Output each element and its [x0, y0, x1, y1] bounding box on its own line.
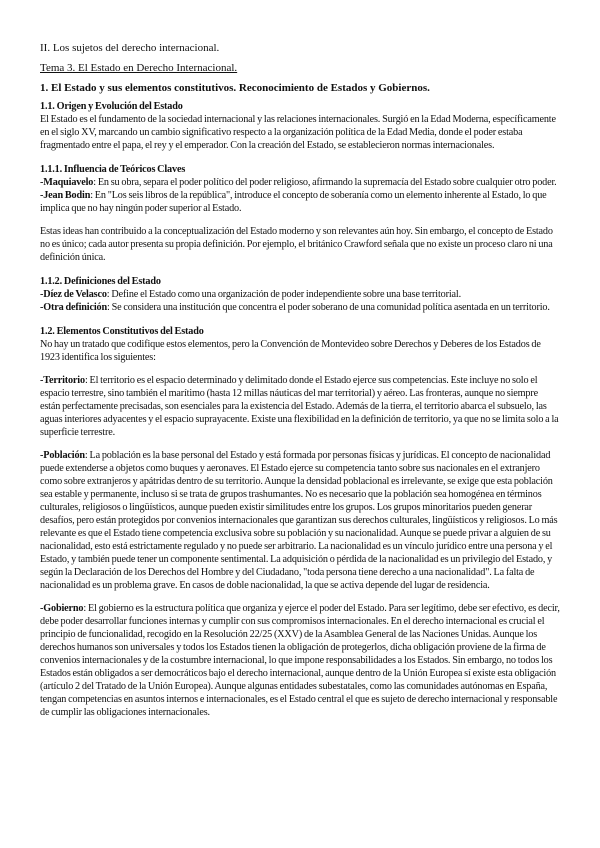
definition: : El territorio es el espacio determinado y delimitado donde el Estado ejerce sus competencias. Este incluye no solo el espacio terrestre, sino también el marítimo (hasta 12 millas náuticas del mar territorial) y aéreo. Las fronteras, aunque no siempre están perfectamente precisadas, son esenciales para la existencia del Estado. Además de la tierra, el territorio abarca el subsuelo, las aguas interiores adyacentes y el espacio suprayacente. Existe una flexibilidad en la definición de territorio, ya que no se limita solo a la superficie terrestre. [40, 375, 559, 438]
term: -Otra definición [40, 302, 107, 313]
part-title: II. Los sujetos del derecho internacional. [40, 42, 220, 54]
definition: : En "Los seis libros de la república", introduce el concepto de soberanía como un elemento inherente al Estado, lo que implica que no hay ningún poder superior al Estado. [40, 190, 547, 214]
subsection-heading: 1.1. Origen y Evolución del Estado [40, 101, 183, 112]
term: -Jean Bodin [40, 190, 91, 201]
subsection-theorists [40, 163, 560, 264]
list-item [40, 189, 560, 215]
subsection-definitions [40, 275, 560, 314]
definition: : Se considera una institución que concentra el poder soberano de una comunidad política asentada en un territorio. [107, 302, 550, 313]
term: -Díez de Velasco [40, 289, 107, 300]
section-title: 1. El Estado y sus elementos constitutivos. Reconocimiento de Estados y Gobiernos. [40, 82, 430, 94]
subsection-elements [40, 325, 560, 719]
subsection-heading: 1.2. Elementos Constitutivos del Estado [40, 326, 204, 337]
theme-title: Tema 3. El Estado en Derecho Internacional. [40, 62, 238, 74]
definition: : En su obra, separa el poder político del poder religioso, afirmando la supremacía del Estado sobre cualquier otro poder. [93, 177, 557, 188]
paragraph: Estas ideas han contribuido a la conceptualización del Estado moderno y son relevantes aún hoy. Sin embargo, el concepto de Estado no es único; cada autor presenta su propia definición. Por ejemplo, el británico Crawford señala que no existe un proceso claro ni una definición única. [40, 226, 553, 263]
subsection-heading: 1.1.2. Definiciones del Estado [40, 276, 161, 287]
definition: : El gobierno es la estructura política que organiza y ejerce el poder del Estado. Para ser legítimo, debe ser efectivo, es decir, debe poder desarrollar funciones internas y cumplir con sus compromisos internacionales. En el derecho internacional es crucial el principio de funcionalidad, recogido en la Resolución 22/25 (XXV) de la Asamblea General de las Naciones Unidas. Aunque los derechos humanos son universales y todos los Estados tienen la obligación de protegerlos, dicha obligación proviene de la firma de convenios internacionales y de la costumbre internacional, lo que impone responsabilidades a los Estados. Sin embargo, no todos los Estados están obligados a ser democráticos bajo el derecho internacional, aunque dentro de la Unión Europea sí existe esta obligación (artículo 2 del Tratado de la Unión Europea). Aunque algunas entidades subestatales, como las comunidades autónomas en España, tengan competencias en asuntos internos e internacionales, es el Estado central el que es sujeto de derecho internacional y responsable de cumplir las obligaciones internacionales. [40, 603, 560, 718]
definition: : La población es la base personal del Estado y está formada por personas físicas y jurídicas. El concepto de nacionalidad puede extenderse a objetos como buques y aeronaves. El Estado ejerce su competencia tanto sobre sus nacionales en el extranjero como sobre extranjeros y apátridas dentro de su territorio. Aunque la densidad poblacional es irrelevante, se exige que esta población sea estable y permanente, incluso si se trata de grupos trashumantes. No es necesario que la población sea homogénea en términos culturales, religiosos o lingüísticos, aunque pueden existir similitudes entre los grupos. Los grupos minoritarios pueden generar desafíos, pero están protegidos por convenios internacionales que garantizan sus derechos culturales, lingüísticos y religiosos. Lo más relevante es que el Estado tiene competencia exclusiva sobre su población y su nacionalidad. Aunque se puede privar a alguien de su nacionalidad, esto está estrictamente regulado y no puede ser arbitrario. La nacionalidad es un vínculo jurídico entre una persona y el Estado, y también puede tener un componente sentimental. La adquisición o pérdida de la nacionalidad es un privilegio del Estado, y según la Declaración de los Derechos del Hombre y del Ciudadano, "toda persona tiene derecho a una nacionalidad". La falta de nacionalidad es un problema grave. En casos de doble nacionalidad, la que se activa depende del lugar de residencia. [40, 450, 558, 591]
paragraph: El Estado es el fundamento de la sociedad internacional y las relaciones internacionales. Surgió en la Edad Moderna, específicamente en el siglo XV, marcando un cambio significativo respecto a la organización política de la Edad Media, donde el poder estaba fragmentado entre el papa, el rey y el emperador. Con la creación del Estado, se establecieron normas internacionales. [40, 114, 556, 151]
list-item [40, 176, 560, 189]
list-item [40, 288, 560, 301]
term: -Maquiavelo [40, 177, 94, 188]
element-gobierno [40, 602, 560, 719]
term: -Territorio [40, 375, 85, 386]
document-page [40, 41, 560, 719]
element-poblacion [40, 449, 560, 592]
element-territorio [40, 374, 560, 439]
paragraph: No hay un tratado que codifique estos elementos, pero la Convención de Montevideo sobre Derechos y Deberes de los Estados de 1923 identifica los siguientes: [40, 339, 541, 363]
list-item [40, 301, 560, 314]
subsection-heading: 1.1.1. Influencia de Teóricos Claves [40, 164, 186, 175]
subsection-origin [40, 100, 560, 152]
term: -Gobierno [40, 603, 84, 614]
term: -Población [40, 450, 85, 461]
definition: : Define el Estado como una organización de poder independiente sobre una base territorial. [106, 289, 461, 300]
